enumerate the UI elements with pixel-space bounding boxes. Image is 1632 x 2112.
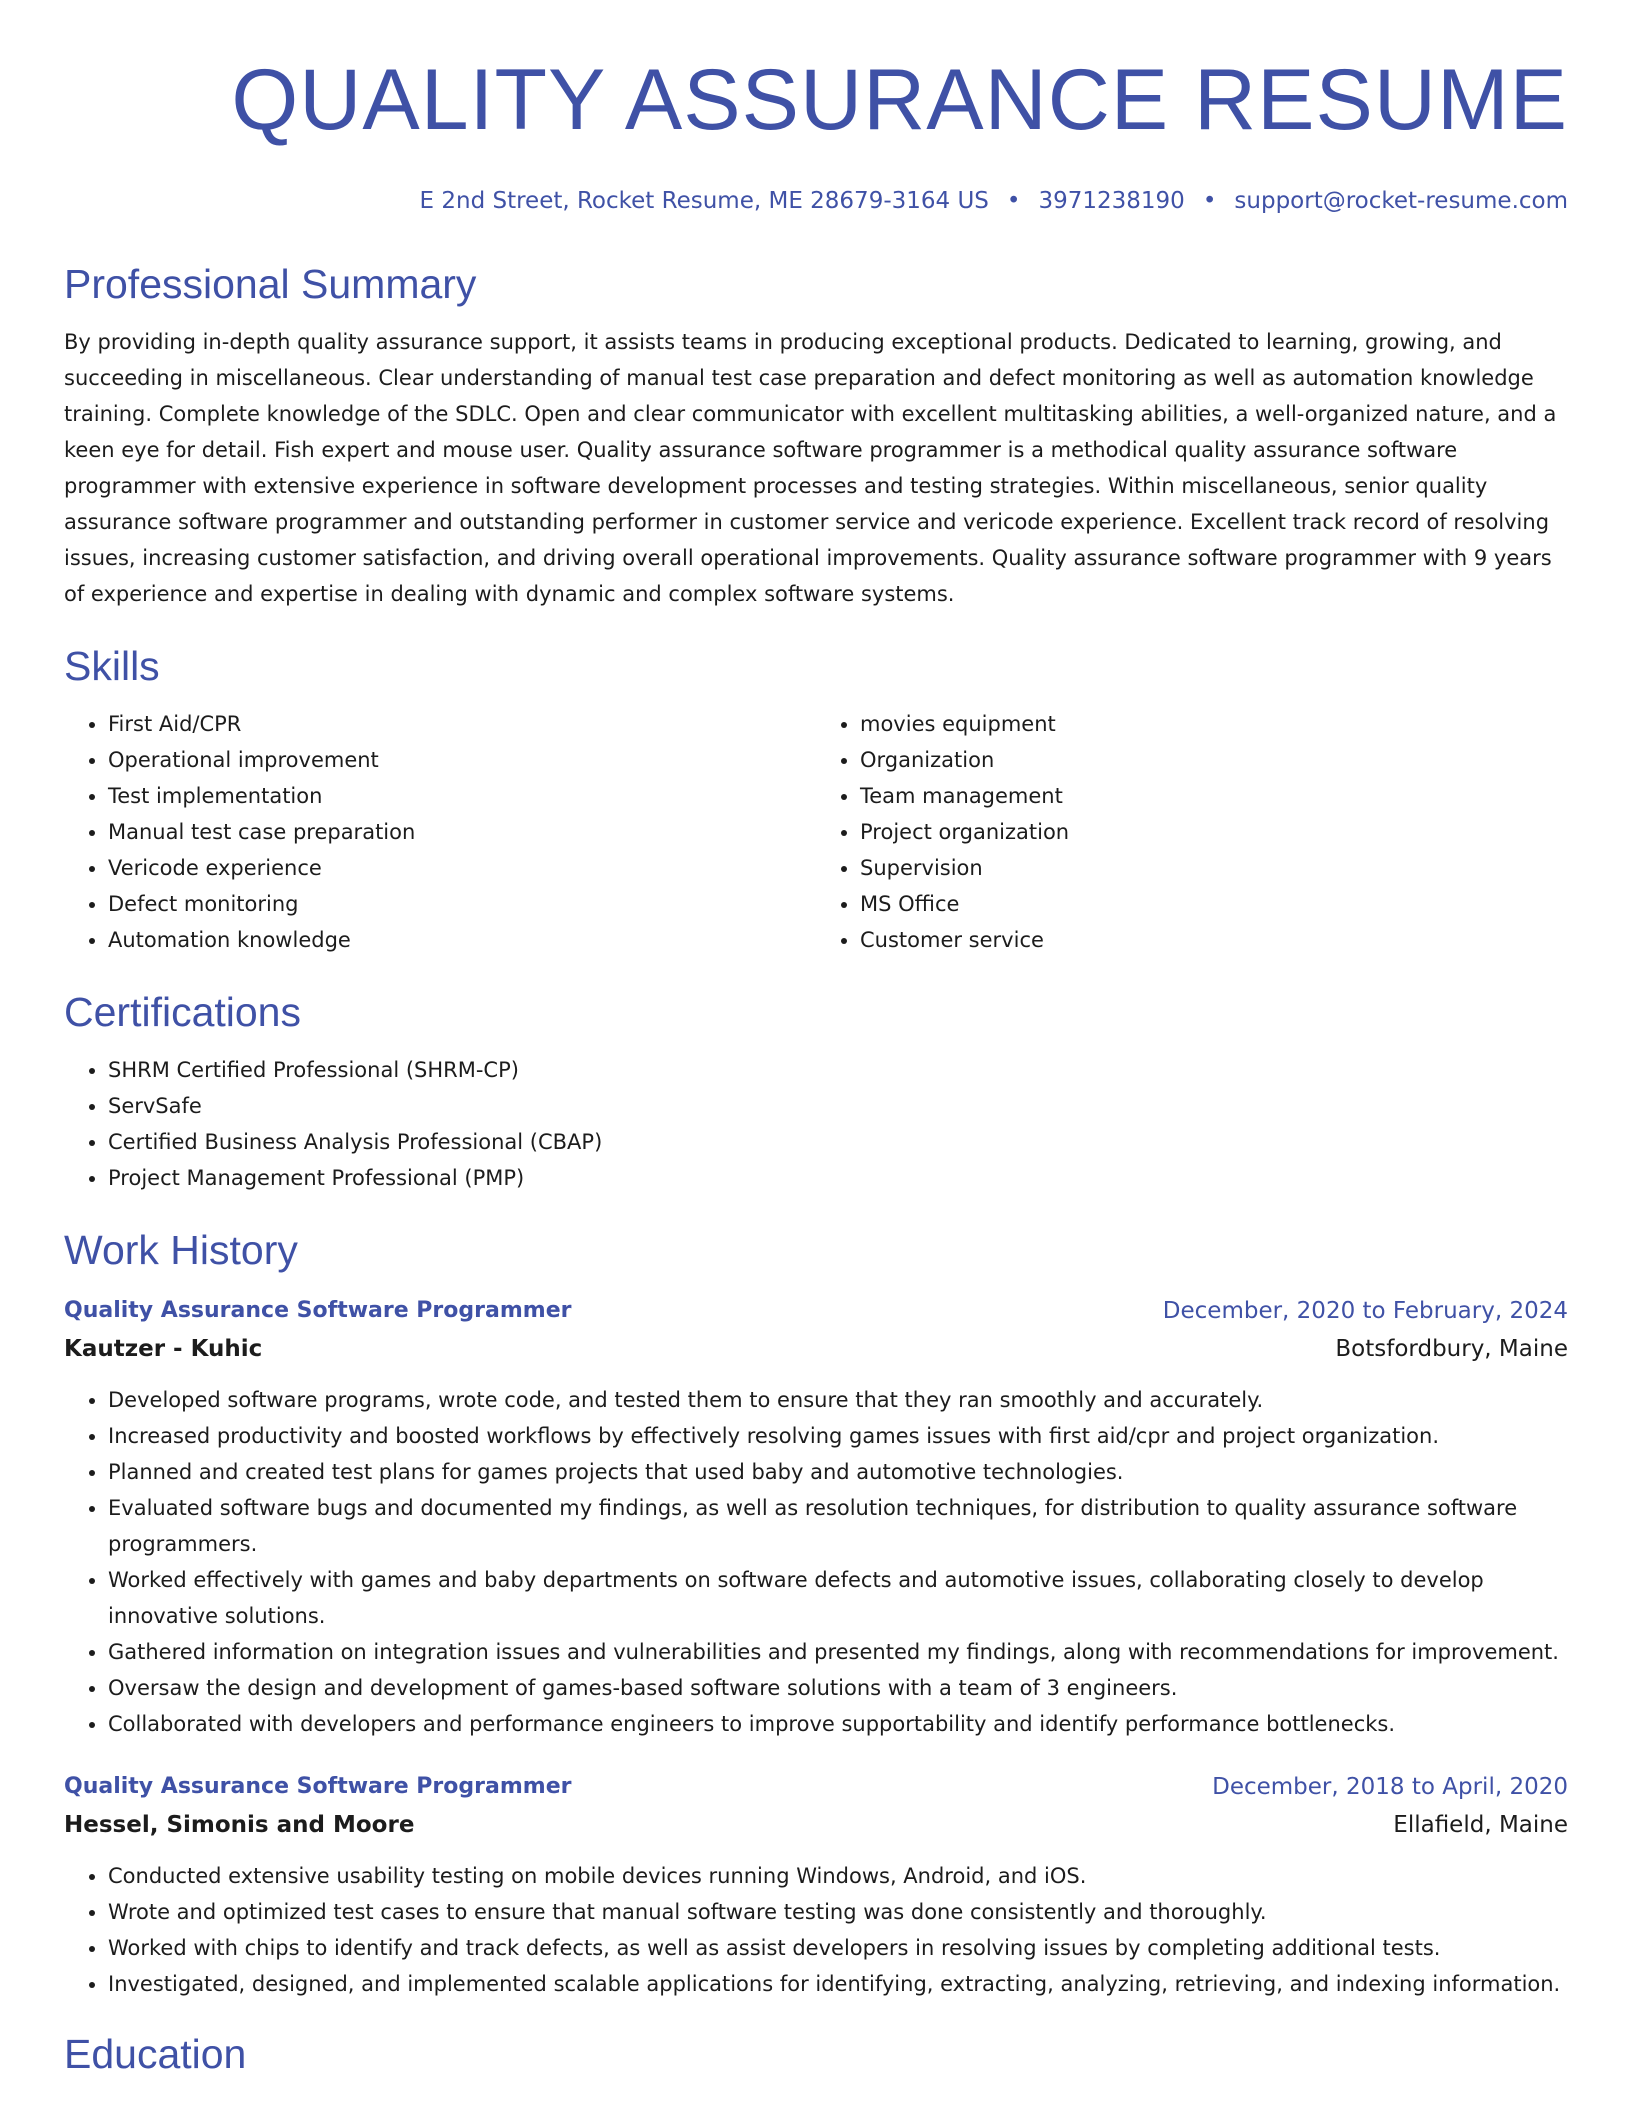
skills-column-left [64, 706, 816, 958]
certification-item: • SHRM Certified Professional (SHRM-CP) [108, 1052, 1568, 1088]
certification-item: • Project Management Professional (PMP) [108, 1160, 1568, 1196]
job-bullet: • Gathered information on integration issues and vulnerabilities and presented my findings, along with recommendations for improvement. [108, 1634, 1568, 1670]
section-title-work-history: Work History [64, 1227, 298, 1273]
job-header [64, 1768, 1568, 1806]
skill-item: • First Aid/CPR [108, 706, 816, 742]
contact-address: E 2nd Street, Rocket Resume, ME 28679-3164 US [419, 188, 989, 214]
job-bullet: • Wrote and optimized test cases to ensure that manual software testing was done consistently and thoroughly. [108, 1894, 1568, 1930]
skill-item: • Project organization [860, 814, 1568, 850]
job-company: Kautzer - Kuhic [64, 1336, 263, 1362]
skills-list [64, 706, 1568, 958]
skill-item: • Manual test case preparation [108, 814, 816, 850]
job-bullet: • Oversaw the design and development of games-based software solutions with a team of 3 engineers. [108, 1670, 1568, 1706]
job-header [64, 1292, 1568, 1330]
job-subheader [64, 1806, 1568, 1844]
job-entry [64, 1292, 1568, 1742]
job-dates: December, 2020 to February, 2024 [1162, 1298, 1568, 1324]
section-title-certifications: Certifications [64, 989, 301, 1035]
job-location: Ellafield, Maine [1393, 1812, 1568, 1838]
skill-item: • Organization [860, 742, 1568, 778]
job-bullet: • Investigated, designed, and implemented scalable applications for identifying, extracting, analyzing, retrieving, and indexing information. [108, 1966, 1568, 2002]
contact-phone: 3971238190 [1038, 188, 1185, 214]
contact-email: support@rocket-resume.com [1234, 188, 1568, 214]
job-bullet: • Developed software programs, wrote code, and tested them to ensure that they ran smoothly and accurately. [108, 1382, 1568, 1418]
job-bullet: • Increased productivity and boosted workflows by effectively resolving games issues with first aid/cpr and project organization. [108, 1418, 1568, 1454]
job-bullets [64, 1382, 1568, 1742]
skill-item: • Test implementation [108, 778, 816, 814]
skill-item: • Team management [860, 778, 1568, 814]
skill-item: • movies equipment [860, 706, 1568, 742]
job-dates: December, 2018 to April, 2020 [1212, 1774, 1568, 1800]
job-bullet: • Conducted extensive usability testing on mobile devices running Windows, Android, and iOS. [108, 1858, 1568, 1894]
job-location: Botsfordbury, Maine [1335, 1336, 1568, 1362]
skill-item: • MS Office [860, 886, 1568, 922]
job-bullet: • Planned and created test plans for games projects that used baby and automotive technologies. [108, 1454, 1568, 1490]
certification-item: • Certified Business Analysis Professional (CBAP) [108, 1124, 1568, 1160]
skill-item: • Operational improvement [108, 742, 816, 778]
resume-page [64, 50, 1568, 2080]
section-title-skills: Skills [64, 643, 160, 689]
job-bullet: • Worked with chips to identify and track defects, as well as assist developers in resolving issues by completing additional tests. [108, 1930, 1568, 1966]
certification-item: • ServSafe [108, 1088, 1568, 1124]
job-bullet: • Collaborated with developers and performance engineers to improve supportability and identify performance bottlenecks. [108, 1706, 1568, 1742]
contact-separator: • [1202, 188, 1217, 214]
skill-item: • Automation knowledge [108, 922, 816, 958]
job-title: Quality Assurance Software Programmer [64, 1774, 572, 1799]
section-title-summary: Professional Summary [64, 261, 477, 307]
skill-item: • Supervision [860, 850, 1568, 886]
contact-line [64, 186, 1568, 216]
skill-item: • Defect monitoring [108, 886, 816, 922]
job-bullet: • Worked effectively with games and baby departments on software defects and automotive issues, collaborating closely to develop innovative solutions. [108, 1562, 1568, 1634]
summary-text: By providing in-depth quality assurance support, it assists teams in producing exceptional products. Dedicated to learning, growing, and succeeding in miscellaneous. Clear understanding of manual test case preparation and defect monitoring as well as automation knowledge training. Complete knowledge of the SDLC. Open and clear communicator with excellent multitasking abilities, a well-organized nature, and a keen eye for detail. Fish expert and mouse user. Quality assurance software programmer is a methodical quality assurance software programmer with extensive experience in software development processes and testing strategies. Within miscellaneous, senior quality assurance software programmer and outstanding performer in customer service and vericode experience. Excellent track record of resolving issues, increasing customer satisfaction, and driving overall operational improvements. Quality assurance software programmer with 9 years of experience and expertise in dealing with dynamic and complex software systems. [64, 330, 1557, 606]
job-bullets [64, 1858, 1568, 2002]
resume-title: QUALITY ASSURANCE RESUME [231, 52, 1568, 148]
job-entry [64, 1768, 1568, 2002]
certifications-list [64, 1052, 1568, 1196]
job-subheader [64, 1330, 1568, 1368]
skills-column-right [816, 706, 1568, 958]
skill-item: • Vericode experience [108, 850, 816, 886]
job-bullet: • Evaluated software bugs and documented my findings, as well as resolution techniques, for distribution to quality assurance software programmers. [108, 1490, 1568, 1562]
section-title-education: Education [64, 2031, 247, 2077]
skill-item: • Customer service [860, 922, 1568, 958]
job-title: Quality Assurance Software Programmer [64, 1298, 572, 1323]
contact-separator: • [1006, 188, 1021, 214]
job-company: Hessel, Simonis and Moore [64, 1812, 415, 1838]
